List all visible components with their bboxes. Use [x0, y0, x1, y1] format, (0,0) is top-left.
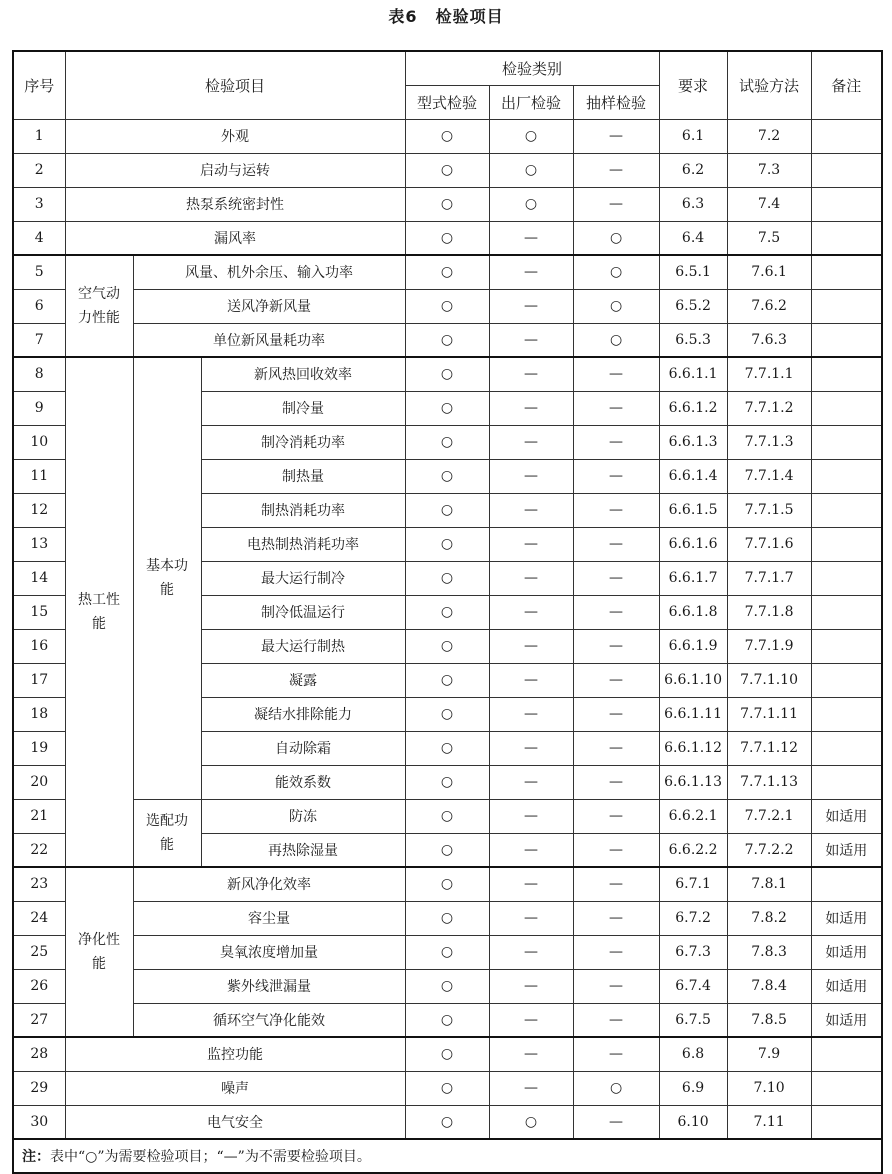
footnote-label: 注：	[22, 1149, 50, 1165]
cell-type-test: ○	[405, 187, 489, 221]
cell-requirement: 6.6.1.3	[659, 425, 727, 459]
row-seq: 23	[13, 867, 65, 901]
cell-remark	[811, 731, 882, 765]
cell-sample-test: —	[573, 1037, 659, 1071]
cell-type-test: ○	[405, 629, 489, 663]
row-seq: 1	[13, 119, 65, 153]
cell-sample-test: —	[573, 527, 659, 561]
cell-remark	[811, 1105, 882, 1139]
row-seq: 13	[13, 527, 65, 561]
row-item: 风量、机外余压、输入功率	[133, 255, 405, 289]
cell-requirement: 6.3	[659, 187, 727, 221]
cell-requirement: 6.7.5	[659, 1003, 727, 1037]
cell-requirement: 6.8	[659, 1037, 727, 1071]
cell-remark	[811, 697, 882, 731]
row-item: 制冷低温运行	[201, 595, 405, 629]
cell-factory-test: —	[489, 493, 573, 527]
cell-remark: 如适用	[811, 1003, 882, 1037]
cell-sample-test: —	[573, 153, 659, 187]
cell-method: 7.2	[727, 119, 811, 153]
cell-factory-test: —	[489, 221, 573, 255]
cell-sample-test: —	[573, 663, 659, 697]
cell-type-test: ○	[405, 799, 489, 833]
cell-remark	[811, 323, 882, 357]
group-optional: 选配功能	[133, 799, 201, 867]
cell-type-test: ○	[405, 459, 489, 493]
row-seq: 17	[13, 663, 65, 697]
cell-factory-test: —	[489, 697, 573, 731]
cell-type-test: ○	[405, 323, 489, 357]
cell-type-test: ○	[405, 561, 489, 595]
cell-remark: 如适用	[811, 901, 882, 935]
row-item: 送风净新风量	[133, 289, 405, 323]
header-factory-test: 出厂检验	[489, 85, 573, 119]
cell-method: 7.11	[727, 1105, 811, 1139]
row-item: 制冷消耗功率	[201, 425, 405, 459]
cell-method: 7.10	[727, 1071, 811, 1105]
cell-sample-test: —	[573, 731, 659, 765]
cell-remark	[811, 221, 882, 255]
cell-remark	[811, 187, 882, 221]
header-type-test: 型式检验	[405, 85, 489, 119]
table-row	[13, 255, 882, 289]
cell-sample-test: —	[573, 357, 659, 391]
cell-method: 7.7.2.2	[727, 833, 811, 867]
cell-type-test: ○	[405, 153, 489, 187]
cell-sample-test: ○	[573, 323, 659, 357]
cell-remark	[811, 391, 882, 425]
footnote-row	[13, 1139, 882, 1173]
row-item: 制热消耗功率	[201, 493, 405, 527]
cell-factory-test: —	[489, 1003, 573, 1037]
row-item: 容尘量	[133, 901, 405, 935]
cell-factory-test: —	[489, 323, 573, 357]
row-item: 启动与运转	[65, 153, 405, 187]
row-item: 电热制热消耗功率	[201, 527, 405, 561]
row-item: 臭氧浓度增加量	[133, 935, 405, 969]
row-item: 凝结水排除能力	[201, 697, 405, 731]
cell-sample-test: —	[573, 765, 659, 799]
cell-sample-test: —	[573, 391, 659, 425]
cell-method: 7.8.4	[727, 969, 811, 1003]
cell-sample-test: —	[573, 901, 659, 935]
cell-requirement: 6.6.1.1	[659, 357, 727, 391]
row-item: 循环空气净化能效	[133, 1003, 405, 1037]
row-seq: 7	[13, 323, 65, 357]
cell-requirement: 6.6.1.8	[659, 595, 727, 629]
cell-type-test: ○	[405, 1037, 489, 1071]
cell-method: 7.8.3	[727, 935, 811, 969]
cell-remark: 如适用	[811, 833, 882, 867]
cell-sample-test: —	[573, 187, 659, 221]
cell-factory-test: —	[489, 663, 573, 697]
cell-factory-test: —	[489, 391, 573, 425]
cell-sample-test: ○	[573, 289, 659, 323]
cell-method: 7.8.5	[727, 1003, 811, 1037]
cell-remark	[811, 561, 882, 595]
cell-type-test: ○	[405, 867, 489, 901]
cell-remark	[811, 663, 882, 697]
cell-method: 7.7.1.6	[727, 527, 811, 561]
cell-factory-test: —	[489, 1071, 573, 1105]
cell-remark: 如适用	[811, 799, 882, 833]
cell-method: 7.7.2.1	[727, 799, 811, 833]
cell-method: 7.8.2	[727, 901, 811, 935]
cell-sample-test: ○	[573, 255, 659, 289]
group-aero: 空气动力性能	[65, 255, 133, 357]
row-seq: 21	[13, 799, 65, 833]
row-item: 防冻	[201, 799, 405, 833]
header-method: 试验方法	[727, 51, 811, 119]
header-remark: 备注	[811, 51, 882, 119]
cell-requirement: 6.6.1.2	[659, 391, 727, 425]
table-row	[13, 357, 882, 391]
cell-requirement: 6.6.2.1	[659, 799, 727, 833]
cell-method: 7.7.1.12	[727, 731, 811, 765]
table-body	[13, 51, 882, 1173]
cell-type-test: ○	[405, 1071, 489, 1105]
cell-method: 7.6.1	[727, 255, 811, 289]
cell-type-test: ○	[405, 935, 489, 969]
cell-requirement: 6.7.3	[659, 935, 727, 969]
cell-factory-test: —	[489, 799, 573, 833]
cell-factory-test: —	[489, 527, 573, 561]
cell-factory-test: ○	[489, 119, 573, 153]
row-item: 最大运行制热	[201, 629, 405, 663]
row-seq: 10	[13, 425, 65, 459]
row-seq: 29	[13, 1071, 65, 1105]
cell-factory-test: —	[489, 357, 573, 391]
cell-remark	[811, 765, 882, 799]
row-item: 新风热回收效率	[201, 357, 405, 391]
cell-remark	[811, 289, 882, 323]
cell-type-test: ○	[405, 527, 489, 561]
row-seq: 4	[13, 221, 65, 255]
cell-type-test: ○	[405, 357, 489, 391]
cell-factory-test: —	[489, 935, 573, 969]
cell-factory-test: —	[489, 629, 573, 663]
table-row	[13, 867, 882, 901]
cell-requirement: 6.6.1.6	[659, 527, 727, 561]
row-seq: 28	[13, 1037, 65, 1071]
table-row	[13, 1105, 882, 1139]
table-row	[13, 1003, 882, 1037]
table-row	[13, 221, 882, 255]
row-item: 凝露	[201, 663, 405, 697]
cell-method: 7.9	[727, 1037, 811, 1071]
row-item: 制热量	[201, 459, 405, 493]
header-sample-test: 抽样检验	[573, 85, 659, 119]
row-seq: 6	[13, 289, 65, 323]
cell-factory-test: ○	[489, 187, 573, 221]
cell-type-test: ○	[405, 289, 489, 323]
cell-factory-test: —	[489, 833, 573, 867]
row-item: 紫外线泄漏量	[133, 969, 405, 1003]
cell-sample-test: —	[573, 561, 659, 595]
cell-remark	[811, 527, 882, 561]
cell-remark	[811, 255, 882, 289]
cell-sample-test: —	[573, 119, 659, 153]
cell-type-test: ○	[405, 765, 489, 799]
group-basic: 基本功能	[133, 357, 201, 799]
group-thermal: 热工性能	[65, 357, 133, 867]
cell-method: 7.7.1.7	[727, 561, 811, 595]
cell-method: 7.7.1.11	[727, 697, 811, 731]
cell-method: 7.7.1.9	[727, 629, 811, 663]
cell-requirement: 6.6.1.4	[659, 459, 727, 493]
cell-requirement: 6.1	[659, 119, 727, 153]
cell-requirement: 6.5.1	[659, 255, 727, 289]
cell-type-test: ○	[405, 731, 489, 765]
table-row	[13, 799, 882, 833]
cell-requirement: 6.6.1.12	[659, 731, 727, 765]
inspection-items-table	[12, 50, 883, 1174]
cell-type-test: ○	[405, 663, 489, 697]
row-item: 热泵系统密封性	[65, 187, 405, 221]
cell-sample-test: —	[573, 697, 659, 731]
row-seq: 27	[13, 1003, 65, 1037]
cell-sample-test: —	[573, 595, 659, 629]
table-row	[13, 1071, 882, 1105]
header-category: 检验类别	[405, 51, 659, 85]
cell-type-test: ○	[405, 901, 489, 935]
cell-sample-test: —	[573, 935, 659, 969]
cell-sample-test: —	[573, 867, 659, 901]
row-seq: 22	[13, 833, 65, 867]
cell-method: 7.6.2	[727, 289, 811, 323]
cell-type-test: ○	[405, 833, 489, 867]
row-seq: 19	[13, 731, 65, 765]
cell-requirement: 6.6.1.5	[659, 493, 727, 527]
row-item: 单位新风量耗功率	[133, 323, 405, 357]
row-seq: 2	[13, 153, 65, 187]
cell-sample-test: ○	[573, 221, 659, 255]
row-seq: 5	[13, 255, 65, 289]
cell-type-test: ○	[405, 119, 489, 153]
header-row	[13, 51, 882, 85]
cell-method: 7.7.1.3	[727, 425, 811, 459]
cell-requirement: 6.6.1.7	[659, 561, 727, 595]
cell-requirement: 6.5.3	[659, 323, 727, 357]
cell-method: 7.7.1.2	[727, 391, 811, 425]
cell-requirement: 6.10	[659, 1105, 727, 1139]
cell-method: 7.7.1.5	[727, 493, 811, 527]
row-seq: 15	[13, 595, 65, 629]
cell-remark	[811, 1071, 882, 1105]
footnote	[13, 1139, 882, 1173]
row-seq: 9	[13, 391, 65, 425]
table-row	[13, 289, 882, 323]
header-requirement: 要求	[659, 51, 727, 119]
cell-method: 7.8.1	[727, 867, 811, 901]
table-row	[13, 901, 882, 935]
cell-factory-test: —	[489, 765, 573, 799]
cell-factory-test: —	[489, 731, 573, 765]
cell-remark	[811, 119, 882, 153]
cell-type-test: ○	[405, 221, 489, 255]
cell-remark	[811, 153, 882, 187]
cell-factory-test: ○	[489, 1105, 573, 1139]
cell-remark	[811, 1037, 882, 1071]
row-seq: 20	[13, 765, 65, 799]
group-purify: 净化性能	[65, 867, 133, 1037]
table-row	[13, 1037, 882, 1071]
row-seq: 12	[13, 493, 65, 527]
row-seq: 24	[13, 901, 65, 935]
cell-method: 7.3	[727, 153, 811, 187]
cell-sample-test: —	[573, 833, 659, 867]
row-item: 新风净化效率	[133, 867, 405, 901]
cell-remark	[811, 459, 882, 493]
header-seq: 序号	[13, 51, 65, 119]
table-number: 表6	[388, 7, 418, 26]
cell-remark	[811, 595, 882, 629]
table-row	[13, 935, 882, 969]
cell-remark	[811, 357, 882, 391]
row-item: 监控功能	[65, 1037, 405, 1071]
table-row	[13, 153, 882, 187]
row-item: 外观	[65, 119, 405, 153]
cell-factory-test: —	[489, 969, 573, 1003]
cell-method: 7.4	[727, 187, 811, 221]
cell-method: 7.7.1.8	[727, 595, 811, 629]
cell-factory-test: ○	[489, 153, 573, 187]
table-row	[13, 119, 882, 153]
cell-factory-test: —	[489, 561, 573, 595]
cell-sample-test: ○	[573, 1071, 659, 1105]
table-caption: 检验项目	[435, 7, 504, 26]
row-seq: 11	[13, 459, 65, 493]
cell-requirement: 6.7.2	[659, 901, 727, 935]
row-seq: 25	[13, 935, 65, 969]
cell-requirement: 6.4	[659, 221, 727, 255]
cell-factory-test: —	[489, 425, 573, 459]
cell-type-test: ○	[405, 1003, 489, 1037]
row-seq: 26	[13, 969, 65, 1003]
cell-requirement: 6.7.1	[659, 867, 727, 901]
row-item: 自动除霜	[201, 731, 405, 765]
cell-sample-test: —	[573, 1003, 659, 1037]
cell-factory-test: —	[489, 255, 573, 289]
row-item: 能效系数	[201, 765, 405, 799]
cell-requirement: 6.9	[659, 1071, 727, 1105]
table-row	[13, 323, 882, 357]
row-item: 漏风率	[65, 221, 405, 255]
row-item: 电气安全	[65, 1105, 405, 1139]
cell-factory-test: —	[489, 595, 573, 629]
cell-remark	[811, 493, 882, 527]
footnote-text: 表中“○”为需要检验项目；“—”为不需要检验项目。	[50, 1149, 371, 1165]
cell-method: 7.7.1.10	[727, 663, 811, 697]
cell-sample-test: —	[573, 1105, 659, 1139]
cell-type-test: ○	[405, 391, 489, 425]
cell-remark	[811, 867, 882, 901]
row-seq: 18	[13, 697, 65, 731]
cell-type-test: ○	[405, 425, 489, 459]
row-item: 最大运行制冷	[201, 561, 405, 595]
cell-method: 7.6.3	[727, 323, 811, 357]
cell-requirement: 6.5.2	[659, 289, 727, 323]
cell-sample-test: —	[573, 969, 659, 1003]
row-seq: 14	[13, 561, 65, 595]
cell-requirement: 6.6.1.13	[659, 765, 727, 799]
cell-requirement: 6.7.4	[659, 969, 727, 1003]
cell-requirement: 6.6.1.10	[659, 663, 727, 697]
row-item: 制冷量	[201, 391, 405, 425]
cell-remark: 如适用	[811, 935, 882, 969]
cell-remark	[811, 425, 882, 459]
table-row	[13, 187, 882, 221]
cell-factory-test: —	[489, 867, 573, 901]
cell-requirement: 6.6.1.11	[659, 697, 727, 731]
cell-requirement: 6.6.1.9	[659, 629, 727, 663]
table-title	[0, 4, 892, 27]
cell-requirement: 6.6.2.2	[659, 833, 727, 867]
cell-sample-test: —	[573, 799, 659, 833]
cell-type-test: ○	[405, 1105, 489, 1139]
cell-sample-test: —	[573, 459, 659, 493]
row-item: 再热除湿量	[201, 833, 405, 867]
cell-method: 7.5	[727, 221, 811, 255]
cell-factory-test: —	[489, 901, 573, 935]
cell-sample-test: —	[573, 629, 659, 663]
cell-method: 7.7.1.1	[727, 357, 811, 391]
row-seq: 16	[13, 629, 65, 663]
cell-sample-test: —	[573, 425, 659, 459]
cell-sample-test: —	[573, 493, 659, 527]
cell-factory-test: —	[489, 289, 573, 323]
cell-type-test: ○	[405, 595, 489, 629]
row-seq: 3	[13, 187, 65, 221]
row-seq: 30	[13, 1105, 65, 1139]
cell-remark: 如适用	[811, 969, 882, 1003]
cell-type-test: ○	[405, 255, 489, 289]
cell-remark	[811, 629, 882, 663]
cell-requirement: 6.2	[659, 153, 727, 187]
cell-type-test: ○	[405, 493, 489, 527]
cell-type-test: ○	[405, 969, 489, 1003]
cell-factory-test: —	[489, 459, 573, 493]
header-item: 检验项目	[65, 51, 405, 119]
table-row	[13, 969, 882, 1003]
cell-factory-test: —	[489, 1037, 573, 1071]
row-item: 噪声	[65, 1071, 405, 1105]
cell-method: 7.7.1.4	[727, 459, 811, 493]
cell-method: 7.7.1.13	[727, 765, 811, 799]
cell-type-test: ○	[405, 697, 489, 731]
row-seq: 8	[13, 357, 65, 391]
